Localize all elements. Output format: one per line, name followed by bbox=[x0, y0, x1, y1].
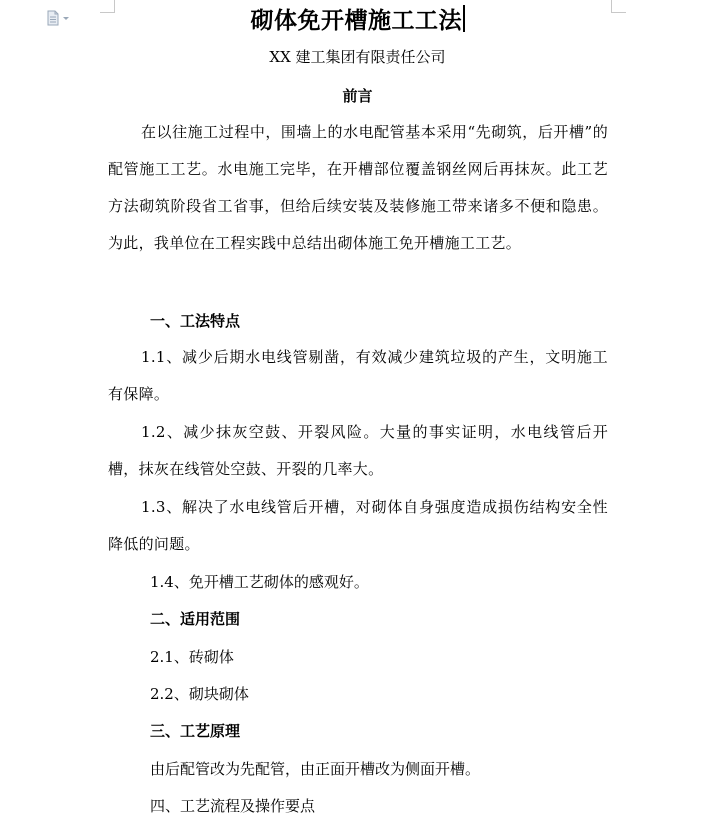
document-title[interactable] bbox=[0, 4, 715, 38]
list-item-1-4: 1.4、免开槽工艺砌体的感观好。 bbox=[150, 573, 369, 591]
title-text: 砌体免开槽施工工法 bbox=[250, 7, 462, 34]
text-cursor bbox=[463, 5, 465, 32]
section-heading-scope: 二、适用范围 bbox=[150, 610, 241, 628]
principle-text: 由后配管改为先配管，由正面开槽改为侧面开槽。 bbox=[150, 760, 481, 778]
section-heading-process: 四、工艺流程及操作要点 bbox=[150, 797, 316, 815]
list-item-2-1: 2.1、砖砌体 bbox=[150, 648, 234, 666]
section-heading-features: 一、工法特点 bbox=[150, 312, 241, 330]
section-heading-principle: 三、工艺原理 bbox=[150, 722, 241, 740]
company-name: XX 建工集团有限责任公司 bbox=[269, 48, 446, 66]
intro-paragraph: 在以往施工过程中，围墙上的水电配管基本采用“先砌筑，后开槽”的配管施工工艺。水电施工完毕，在开槽部位覆盖钢丝网后再抹灰。此工艺方法砌筑阶段省工省事，但给后续安装及装修施工带来诸多不便和隐患。为此，我单位在工程实践中总结出砌体施工免开槽施工工艺。 bbox=[108, 123, 608, 252]
list-item-1-2: 1.2、减少抹灰空鼓、开裂风险。大量的事实证明，水电线管后开槽，抹灰在线管处空鼓、开裂的几率大。 bbox=[108, 423, 608, 478]
list-item-1-3: 1.3、解决了水电线管后开槽，对砌体自身强度造成损伤结构安全性降低的问题。 bbox=[108, 498, 608, 553]
preface-heading: 前言 bbox=[342, 87, 373, 105]
list-item-2-2: 2.2、砌块砌体 bbox=[150, 685, 249, 703]
list-item-1-1: 1.1、减少后期水电线管剔凿，有效减少建筑垃圾的产生，文明施工有保障。 bbox=[108, 348, 608, 403]
